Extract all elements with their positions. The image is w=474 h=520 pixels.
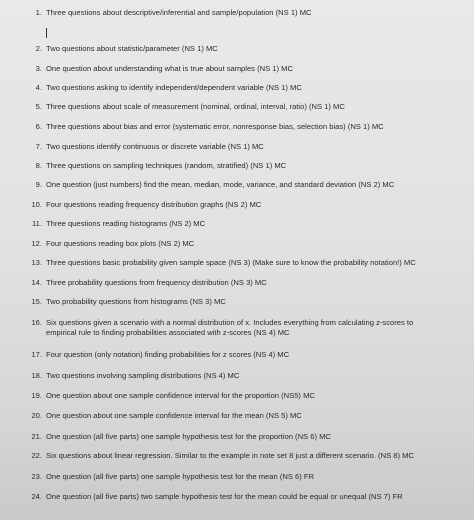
item-number: 21.	[31, 432, 42, 441]
item-text-line: One question (all five parts) one sample hypothesis test for the mean (NS 6) FR	[46, 472, 315, 481]
item-number: 4.	[35, 83, 42, 92]
text-cursor	[46, 28, 47, 38]
item-number: 20.	[31, 411, 42, 420]
item-text-line: One question about one sample confidence interval for the proportion (NS5) MC	[46, 391, 315, 400]
item-text-line: Two questions asking to identify independent/dependent variable (NS 1) MC	[46, 83, 302, 92]
item-number: 15.	[31, 297, 42, 306]
item-text	[46, 219, 205, 229]
item-number: 9.	[35, 180, 42, 189]
item-text-line: empirical rule to finding probabilities associated with z-scores (NS 4) MC	[46, 328, 290, 337]
item-text-line: Four question (only notation) finding probabilities for z scores (NS 4) MC	[46, 350, 290, 359]
item-number: 5.	[35, 102, 42, 111]
item-text	[46, 8, 312, 18]
item-text	[46, 350, 289, 360]
item-text	[46, 64, 293, 74]
item-text-line: Three questions reading histograms (NS 2) MC	[46, 219, 206, 228]
item-text-line: Four questions reading frequency distribution graphs (NS 2) MC	[46, 200, 262, 209]
item-number: 2.	[35, 44, 42, 53]
item-text-line: Four questions reading box plots (NS 2) MC	[46, 239, 195, 248]
item-text	[46, 239, 194, 249]
item-text	[46, 371, 239, 381]
item-number: 10.	[31, 200, 42, 209]
item-text-line: Three questions on sampling techniques (random, stratified) (NS 1) MC	[46, 161, 287, 170]
item-text	[46, 102, 345, 112]
item-text-line: Three questions about scale of measurement (nominal, ordinal, interval, ratio) (NS 1) MC	[46, 102, 345, 111]
item-text	[46, 411, 302, 421]
item-text-line: Three questions about descriptive/inferential and sample/population (NS 1) MC	[46, 8, 312, 17]
item-text	[46, 200, 261, 210]
item-text	[46, 278, 267, 288]
item-text	[46, 391, 315, 401]
item-text-line: Three questions basic probability given sample space (NS 3) (Make sure to know the probability notation!) MC	[46, 258, 416, 267]
item-number: 12.	[31, 239, 42, 248]
item-text	[46, 472, 314, 482]
item-text	[46, 297, 226, 307]
item-text	[46, 142, 264, 152]
item-number: 7.	[35, 142, 42, 151]
item-text	[46, 492, 403, 502]
item-text-line: Two questions identify continuous or discrete variable (NS 1) MC	[46, 142, 264, 151]
item-text	[46, 161, 286, 171]
item-text-line: Two questions involving sampling distributions (NS 4) MC	[46, 371, 240, 380]
item-number: 14.	[31, 278, 42, 287]
item-text	[46, 318, 413, 338]
item-number: 19.	[31, 391, 42, 400]
item-text-line: One question (all five parts) two sample hypothesis test for the mean could be equal or unequal (NS 7) FR	[46, 492, 403, 501]
item-number: 8.	[35, 161, 42, 170]
item-text-line: One question about one sample confidence interval for the mean (NS 5) MC	[46, 411, 302, 420]
item-number: 24.	[31, 492, 42, 501]
item-text	[46, 432, 331, 442]
item-text	[46, 451, 414, 461]
item-text-line: One question (all five parts) one sample hypothesis test for the proportion (NS 6) MC	[46, 432, 331, 441]
item-text-line: Three probability questions from frequency distribution (NS 3) MC	[46, 278, 267, 287]
item-text-line: Six questions about linear regression. Similar to the example in note set 8 just a different scenario. (NS 8) MC	[46, 451, 414, 460]
item-number: 1.	[35, 8, 42, 17]
item-number: 3.	[35, 64, 42, 73]
item-number: 18.	[31, 371, 42, 380]
item-number: 16.	[31, 318, 42, 327]
item-text	[46, 122, 384, 132]
item-text-line: Two questions about statistic/parameter (NS 1) MC	[46, 44, 218, 53]
item-text-line: Three questions about bias and error (systematic error, nonresponse bias, selection bias) (NS 1) MC	[46, 122, 384, 131]
item-number: 17.	[31, 350, 42, 359]
item-number: 11.	[32, 219, 42, 228]
item-number: 6.	[35, 122, 42, 131]
item-text	[46, 180, 394, 190]
item-number: 22.	[31, 451, 42, 460]
item-text-line: One question about understanding what is true about samples (NS 1) MC	[46, 64, 293, 73]
item-number: 13.	[31, 258, 42, 267]
item-text-line: One question (just numbers) find the mean, median, mode, variance, and standard deviation (NS 2) MC	[46, 180, 395, 189]
item-text	[46, 83, 302, 93]
item-number: 23.	[31, 472, 42, 481]
item-text-line: Two probability questions from histograms (NS 3) MC	[46, 297, 226, 306]
item-text	[46, 44, 218, 54]
item-text-line: Six questions given a scenario with a normal distribution of x. Includes everything from calculating z-scores to	[46, 318, 414, 327]
item-text	[46, 258, 416, 268]
